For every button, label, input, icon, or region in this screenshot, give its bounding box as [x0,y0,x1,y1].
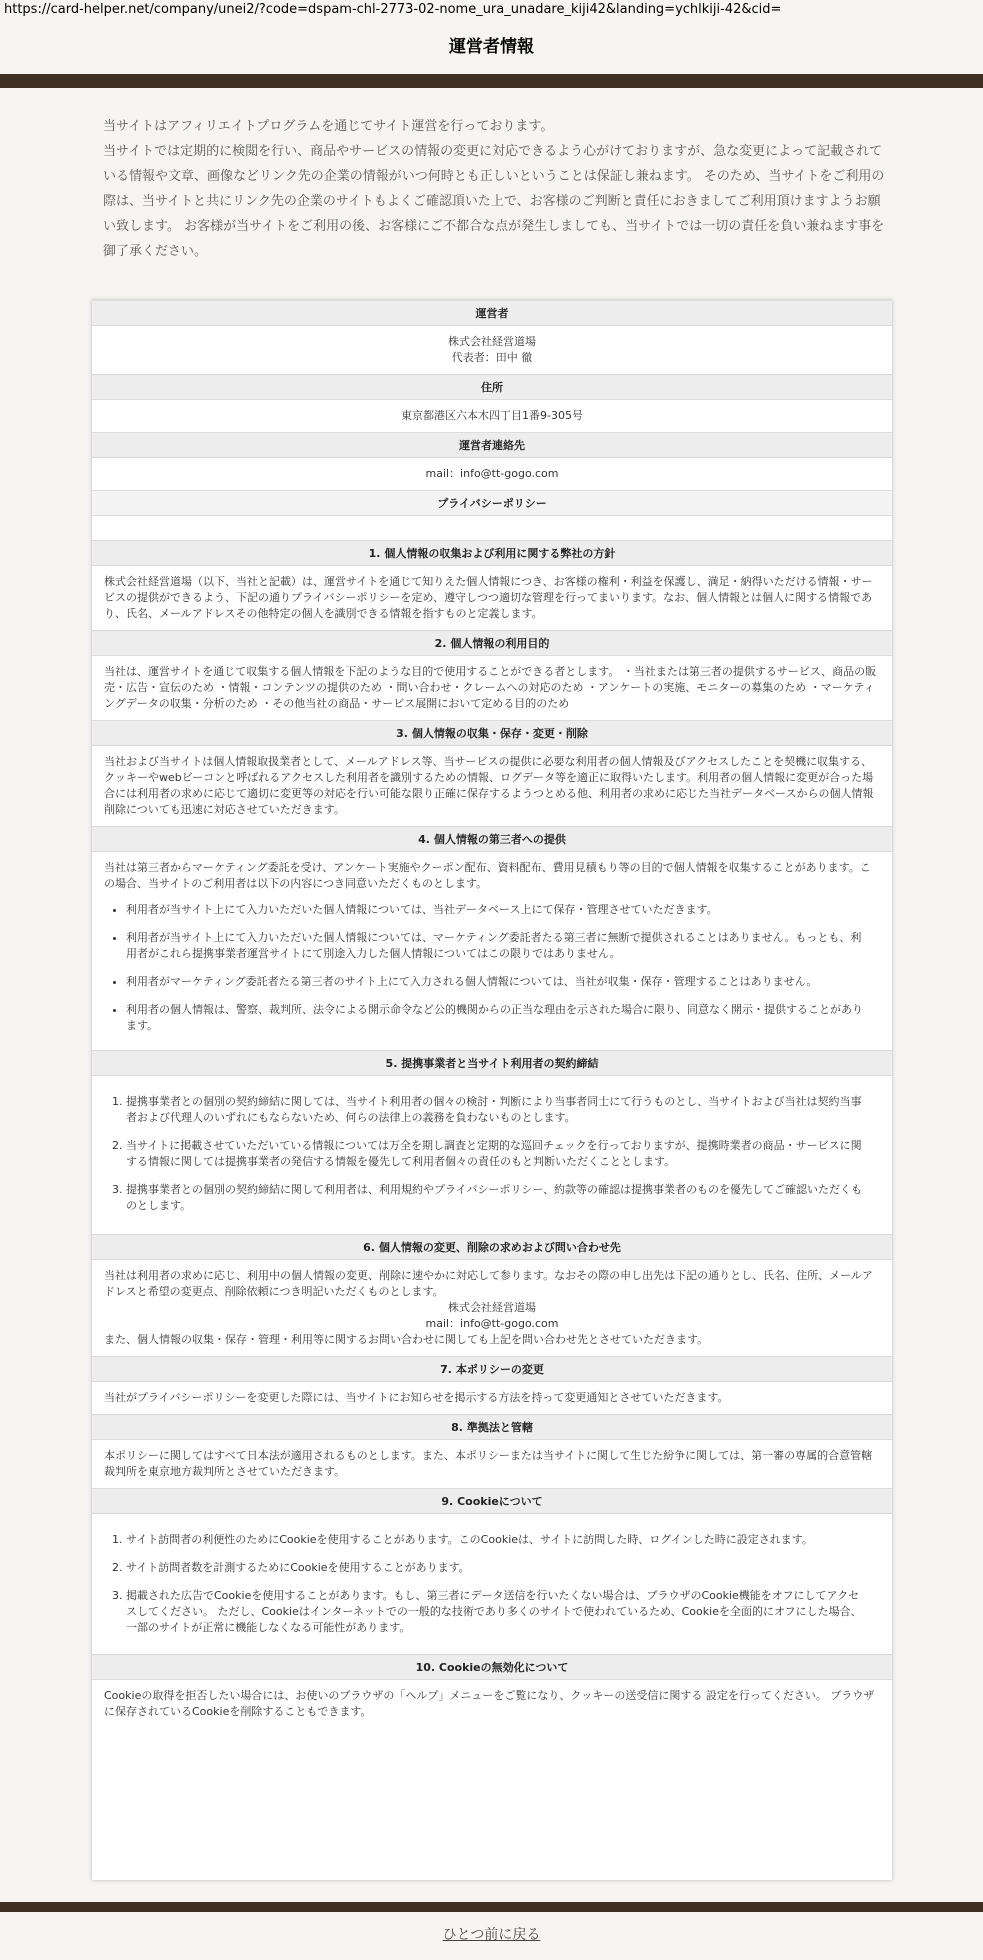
header-divider [0,74,983,88]
info-table [92,300,892,1880]
address-value: 東京都港区六本木四丁目1番9-305号 [401,409,583,422]
section-3-body: 当社および当サイトは個人情報取扱業者として、メールアドレス等、当サービスの提供に必要な利用者の個人情報及びアクセスしたことを契機に収集する、クッキーやwebビーコンと呼ばれるアクセスした利用者を識別するための情報、ログデータ等を適正に取得いたします。利用者の個人情報に変更が合った場合には利用者の求めに応じて適切に変更等の対応を行い可能な限り正確に保存するようつとめる他、利用者の求めに応じた当社データベースからの個人情報削除についても迅速に対応させていただきます。 [104,755,874,816]
section-2-body: 当社は、運営サイトを通じて収集する個人情報を下記のような目的で使用することができる者とします。 ・当社または第三者の提供するサービス、商品の販売・広告・宣伝のため ・情報・コンテンツの提供のため ・問い合わせ・クレームへの対応のため ・アンケートの実施、モニターの募集のため ・マーケティングデータの収集・分析のため ・その他当社の商品・サービス展開において定める目的のため [104,665,877,710]
section-8-header: 8. 準拠法と管轄 [92,1414,892,1440]
section-5-header: 5. 提携事業者と当サイト利用者の契約締結 [92,1050,892,1076]
footer-divider [0,1902,983,1912]
list-item: 3. 掲載された広告でCookieを使用することがあります。もし、第三者にデータ送信を行いたくない場合は、ブラウザのCookie機能をオフにしてアクセスしてください。 ただし、Cookieはインターネットでの一般的な技術であり多くのサイトで使われているため、Cookieを全面的にオフにした場合、一部のサイトが正常に機能しなくなる可能性があります。 [126,1588,868,1636]
section-5-body [92,1076,892,1234]
section-6-note: また、個人情報の収集・保存・管理・利用等に関するお問い合わせに関しても上記を問い合わせ先とさせていただきます。 [104,1333,709,1346]
section-7-body: 当社がプライバシーポリシーを変更した際には、当サイトにお知らせを掲示する方法を持って変更通知とさせていただきます。 [104,1391,729,1404]
section-9-body [92,1514,892,1654]
section-6-company: 株式会社経営道場 [448,1301,536,1314]
list-item: 2. 当サイトに掲載させていただいている情報については万全を期し調査と定期的な巡回チェックを行っておりますが、提携時業者の商品・サービスに関する情報に関しては提携事業者の発信する情報を優先して利用者個々の責任のもと判断いただくこととします。 [126,1138,868,1170]
list-item: • 利用者が当サイト上にて入力いただいた個人情報については、当社データベース上にて保存・管理させていただきます。 [126,902,868,918]
address-header: 住所 [92,374,892,400]
back-link[interactable]: ひとつ前に戻る [442,1927,541,1943]
section-10-header: 10. Cookieの無効化について [92,1654,892,1680]
intro-paragraph-2: 当サイトでは定期的に検閲を行い、商品やサービスの情報の変更に対応できるよう心がけておりますが、急な変更によって記載されている情報や文章、画像などリンク先の企業の情報がいつ何時とも正しいということは保証し兼ねます。 そのため、当サイトをご利用の際は、当サイトと共にリンク先の企業のサイトもよくご確認頂いた上で、お客様のご判断と責任におきましてご利用頂けますようお願い致します。 お客様が当サイトをご利用の後、お客様にご不都合な点が発生しましても、当サイトでは一切の責任を負い兼ねます事を御了承ください。 [103,144,885,259]
intro-paragraph-1: 当サイトはアフィリエイトプログラムを通じてサイト運営を行っております。 [103,119,554,134]
privacy-policy-title: プライバシーポリシー [92,490,892,516]
section-2-header: 2. 個人情報の利用目的 [92,630,892,656]
section-4-list [104,902,880,1034]
intro-text [103,114,886,264]
section-6-body [92,1260,892,1356]
section-6-header: 6. 個人情報の変更、削除の求めおよび問い合わせ先 [92,1234,892,1260]
operator-cell [92,326,892,374]
list-item: • 利用者の個人情報は、警察、裁判所、法令による開示命令など公的機関からの正当な理由を示された場合に限り、同意なく開示・提供することがあります。 [126,1002,868,1034]
section-6-text: 当社は利用者の求めに応じ、利用中の個人情報の変更、削除に速やかに対応して参ります。なおその際の申し出先は下記の通りとし、氏名、住所、メールアドレスと希望の変更点、削除依頼につき明記いただくものとします。 [104,1269,873,1298]
section-1-body: 株式会社経営道場（以下、当社と記載）は、運営サイトを通じて知りえた個人情報につき、お客様の権利・利益を保護し、満足・納得いただける情報・サービスの提供ができるよう、下記の通りプライバシーポリシーを定め、遵守しつつ適切な管理を行ってまいります。なお、個人情報とは個人に関する情報であり、氏名、メールアドレスその他特定の個人を識別できる情報を指すものと定義します。 [104,575,873,620]
url-bar[interactable]: https://card-helper.net/company/unei2/?code=dspam-chl-2773-02-nome_ura_unadare_kiji42&landing=ychlkiji-42&cid= [4,2,782,17]
section-4-body [92,852,892,1050]
list-item: 1. 提携事業者との個別の契約締結に関しては、当サイト利用者の個々の検討・判断により当事者同士にて行うものとし、当サイトおよび当社は契約当事者および代理人のいずれにもならないため、何らの法律上の義務を負わないものとします。 [126,1094,868,1126]
list-item: • 利用者が当サイト上にて入力いただいた個人情報については、マーケティング委託者たる第三者に無断で提供されることはありません。もっとも、利用者がこれら提携事業者運営サイトにて別途入力した個人情報についてはこの限りではありません。 [126,930,868,962]
list-item: • 利用者がマーケティング委託者たる第三者のサイト上にて入力される個人情報については、当社が収集・保存・管理することはありません。 [126,974,868,990]
page-title: 運営者情報 [449,37,534,57]
section-9-list [104,1532,880,1636]
list-item: 2. サイト訪問者数を計測するためにCookieを使用することがあります。 [126,1560,868,1576]
operator-header: 運営者 [92,300,892,326]
operator-representative: 代表者：田中 徹 [451,351,533,364]
section-5-list [104,1094,880,1214]
section-6-mail: mail：info@tt-gogo.com [425,1317,559,1330]
section-4-text: 当社は第三者からマーケティング委託を受け、アンケート実施やクーポン配布、資料配布、費用見積もり等の目的で個人情報を収集することがあります。この場合、当サイトのご利用者は以下の内容につき同意いただくものとします。 [104,861,871,890]
section-10-body: Cookieの取得を拒否したい場合には、お使いのブラウザの「ヘルプ」メニューをご覧になり、クッキーの送受信に関する 設定を行ってください。 ブラウザに保存されているCookieを削除することもできます。 [104,1689,875,1718]
section-8-body: 本ポリシーに関してはすべて日本法が適用されるものとします。また、本ポリシーまたは当サイトに関して生じた紛争に関しては、第一審の専属的合意管轄裁判所を東京地方裁判所とさせていただきます。 [104,1449,873,1478]
operator-company: 株式会社経営道場 [448,335,536,348]
section-7-header: 7. 本ポリシーの変更 [92,1356,892,1382]
list-item: 1. サイト訪問者の利便性のためにCookieを使用することがあります。このCookieは、サイトに訪問した時、ログインした時に設定されます。 [126,1532,868,1548]
section-3-header: 3. 個人情報の収集・保存・変更・削除 [92,720,892,746]
section-4-header: 4. 個人情報の第三者への提供 [92,826,892,852]
contact-value: mail：info@tt-gogo.com [425,467,559,480]
contact-header: 運営者連絡先 [92,432,892,458]
list-item: 3. 提携事業者との個別の契約締結に関して利用者は、利用規約やプライバシーポリシー、約款等の確認は提携事業者のものを優先してご確認いただくものとします。 [126,1182,868,1214]
section-9-header: 9. Cookieについて [92,1488,892,1514]
section-1-header: 1. 個人情報の収集および利用に関する弊社の方針 [92,540,892,566]
spacer [92,516,892,540]
